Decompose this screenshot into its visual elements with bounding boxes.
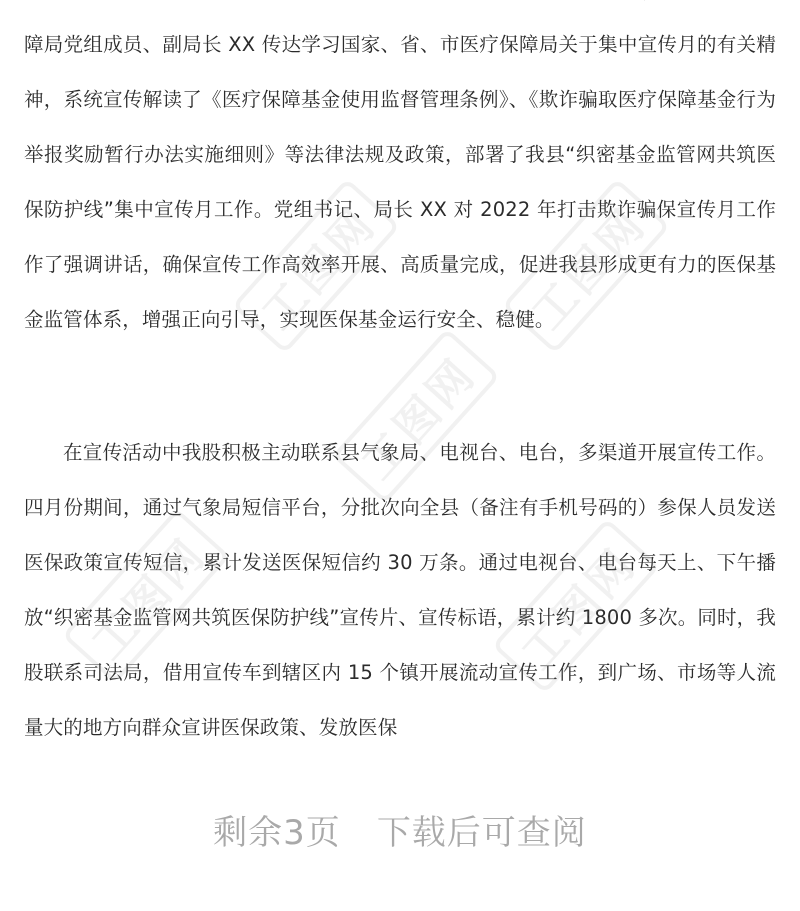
paragraph-1: 障局党组成员、副局长 XX 传达学习国家、省、市医疗保障局关于集中宣传月的有关精神，系统宣传解读了《医疗保障基金使用监督管理条例》、《欺诈骗取医疗保障基金行为举报奖励暂行办法实施细则》等法律法规及政策，部署了我县“织密基金监管网共筑医保防护线”集中宣传月工作。党组书记、局长 XX 对 2022 年打击欺诈骗保宣传月工作作了强调讲话，确保宣传工作高效率开展、高质量完成，促进我县形成更有力的医保基金监管体系，增强正向引导，实现医保基金运行安全、稳健。 [24, 33, 776, 331]
paragraph-2: 在宣传活动中我股积极主动联系县气象局、电视台、电台，多渠道开展宣传工作。四月份期间，通过气象局短信平台，分批次向全县（备注有手机号码的）参保人员发送医保政策宣传短信，累计发送医保短信约 30 万条。通过电视台、电台每天上、下午播放“织密基金监管网共筑医保防护线”宣传片、宣传标语，累计约 1800 多次。同时，我股联系司法局，借用宣传车到辖区内 15 个镇开展流动宣传工作，到广场、市场等人流量大的地方向群众宣讲医保政策、发放医保 [24, 441, 776, 739]
watermark: 工图网 [232, 178, 401, 354]
watermark: 工图网 [62, 508, 231, 684]
watermark: 工图网 [492, 518, 661, 694]
download-to-view-link[interactable]: 下载后可查阅 [376, 813, 587, 853]
remaining-pages-label[interactable]: 剩余3页 [213, 813, 341, 853]
watermark: 工图网 [502, 178, 671, 354]
watermark: 工图网 [332, 328, 501, 504]
download-prompt[interactable] [0, 808, 800, 858]
